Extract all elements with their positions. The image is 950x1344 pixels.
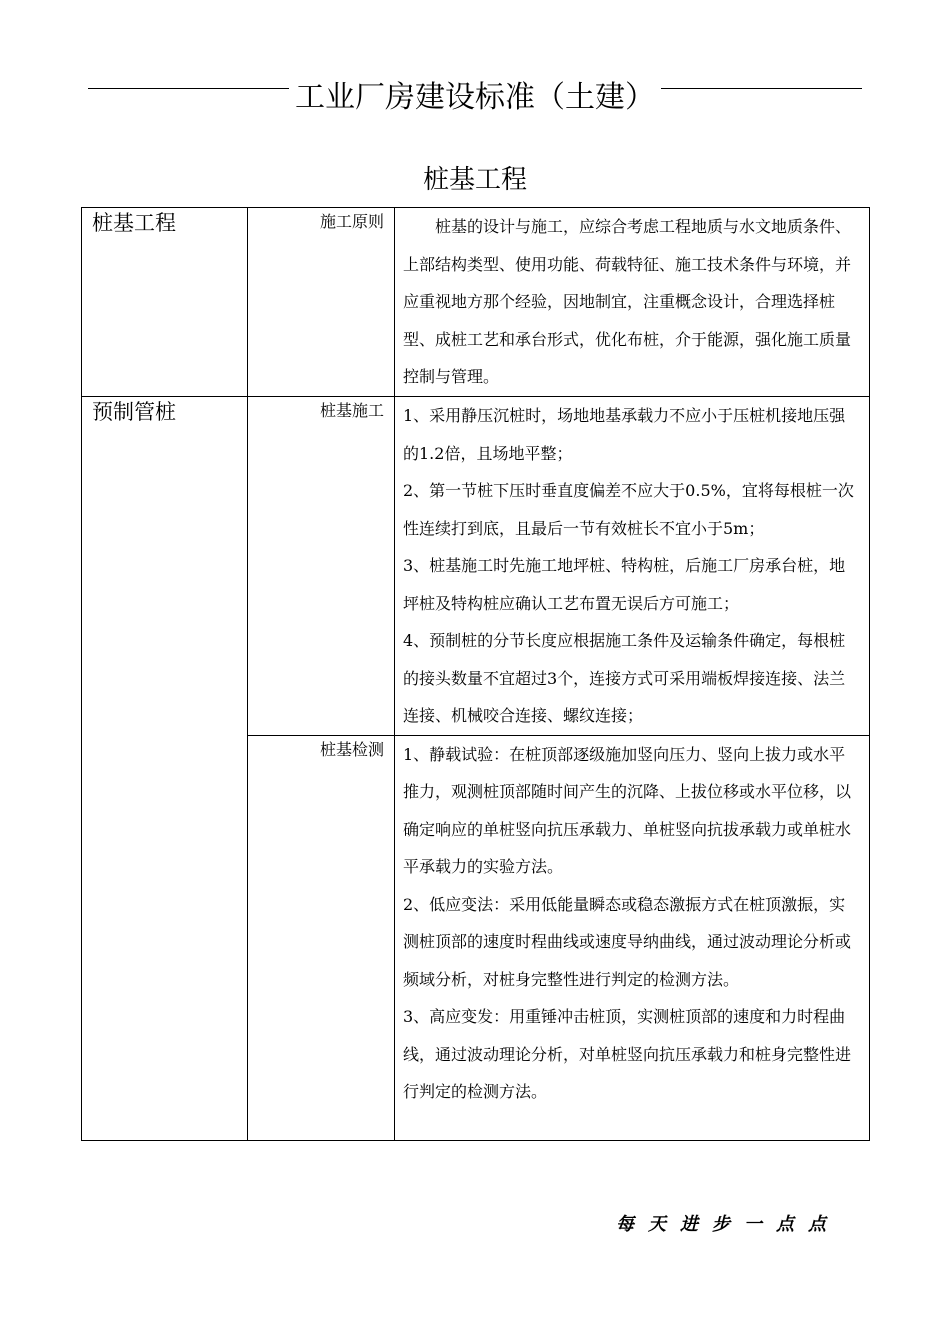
table-row (82, 208, 870, 397)
content-cell (395, 397, 870, 736)
section-title: 桩基工程 (422, 165, 527, 195)
content-paragraph: 2、低应变法：采用低能量瞬态或稳态激振方式在桩顶激振，实测桩顶部的速度时程曲线或速度导纳曲线，通过波动理论分析或频域分析，对桩身完整性进行判定的检测方法。 (403, 894, 852, 989)
content-paragraph: 3、高应变发：用重锤冲击桩顶，实测桩顶部的速度和力时程曲线，通过波动理论分析，对单桩竖向抗压承载力和桩身完整性进行判定的检测方法。 (403, 1007, 852, 1101)
item-cell: 桩基检测 (248, 735, 395, 1140)
content-paragraph: 4、预制桩的分节长度应根据施工条件及运输条件确定，每根桩的接头数量不宜超过3个，连接方式可采用端板焊接连接、法兰连接、机械咬合连接、螺纹连接； (403, 631, 846, 725)
document-title (0, 76, 950, 120)
item-cell: 施工原则 (248, 208, 395, 397)
standards-table (81, 207, 870, 1141)
content-paragraph: 桩基的设计与施工，应综合考虑工程地质与水文地质条件、上部结构类型、使用功能、荷载特征、施工技术条件与环境，并应重视地方那个经验，因地制宜，注重概念设计，合理选择桩型、成桩工艺和承台形式，优化布桩，介于能源，强化施工质量控制与管理。 (403, 217, 852, 386)
document-title-text: 工业厂房建设标准（土建） (289, 80, 661, 115)
table-row (82, 397, 870, 736)
content-paragraph: 1、静载试验：在桩顶部逐级施加竖向压力、竖向上拔力或水平推力，观测桩顶部随时间产生的沉降、上拔位移或水平位移，以确定响应的单桩竖向抗压承载力、单桩竖向抗拔承载力或单桩水平承载力的实验方法。 (403, 744, 852, 876)
content-cell (395, 735, 870, 1140)
category-cell: 桩基工程 (82, 208, 248, 397)
item-cell: 桩基施工 (248, 397, 395, 736)
content-paragraph: 1、采用静压沉桩时，场地地基承载力不应小于压桩机接地压强的1.2倍，且场地平整； (403, 406, 846, 463)
content-paragraph: 2、第一节桩下压时垂直度偏差不应大于0.5%，宜将每根桩一次性连续打到底，且最后一节有效桩长不宜小于5m； (403, 481, 854, 538)
footer-motto: 每天进步一点点 (616, 1214, 840, 1235)
category-cell: 预制管桩 (82, 397, 248, 1141)
content-paragraph: 3、桩基施工时先施工地坪桩、特构桩，后施工厂房承台桩，地坪桩及特构桩应确认工艺布置无误后方可施工； (403, 556, 846, 613)
content-cell (395, 208, 870, 397)
